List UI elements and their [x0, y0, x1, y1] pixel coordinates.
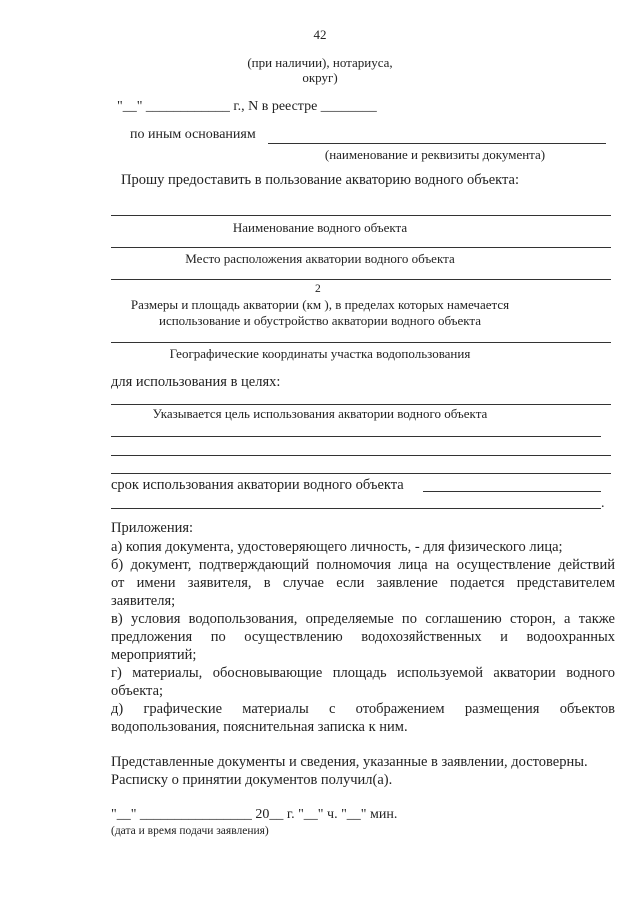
- attachment-v-line1: в) условия водопользования, определяемые по соглашению сторон, а также: [111, 611, 615, 627]
- water-body-name-field[interactable]: [111, 215, 611, 216]
- superscript-two: 2: [315, 283, 321, 295]
- term-label: срок использования акватории водного объекта: [111, 477, 404, 493]
- other-grounds-label: по иным основаниям: [130, 127, 256, 142]
- attachment-v-line3: мероприятий;: [111, 647, 197, 663]
- location-caption: Место расположения акватории водного объекта: [185, 251, 455, 266]
- blank-line-1[interactable]: [111, 436, 601, 437]
- submission-datetime-line: "__" ________________ 20__ г. "__" ч. "__" мин.: [111, 807, 398, 822]
- purpose-field[interactable]: [111, 404, 611, 405]
- coordinates-field[interactable]: [111, 342, 611, 343]
- attachment-b-line1: б) документ, подтверждающий полномочия лица на осуществление действий: [111, 557, 615, 573]
- attachment-g-line1: г) материалы, обосновывающие площадь используемой акватории водного: [111, 665, 615, 681]
- coordinates-caption: Географические координаты участка водопользования: [169, 346, 471, 361]
- attachments-heading: Приложения:: [111, 520, 194, 536]
- blank-line-2[interactable]: [111, 455, 611, 456]
- size-caption-line2: использование и обустройство акватории водного объекта: [158, 313, 481, 328]
- statement-line1: Представленные документы и сведения, указанные в заявлении, достоверны.: [111, 754, 588, 770]
- submission-datetime-caption: (дата и время подачи заявления): [111, 825, 269, 837]
- attachment-v-line2: предложения по осуществлению водохозяйственных и водоохранных: [111, 629, 615, 645]
- purpose-caption: Указывается цель использования акватории водного объекта: [152, 406, 488, 421]
- term-field-continuation[interactable]: [111, 508, 601, 509]
- attachment-g-line2: объекта;: [111, 683, 164, 699]
- attachment-b-line2: от имени заявителя, в случае если заявление подается представителем: [111, 575, 615, 591]
- notary-caption-line2: округ): [302, 70, 338, 85]
- request-heading: Прошу предоставить в пользование акваторию водного объекта:: [120, 172, 520, 188]
- location-field[interactable]: [111, 247, 611, 248]
- term-period: .: [601, 496, 605, 511]
- size-caption-line1: Размеры и площадь акватории (км ), в пределах которых намечается: [130, 297, 510, 312]
- other-grounds-field[interactable]: [268, 143, 606, 144]
- statement-line2: Расписку о принятии документов получил(а).: [111, 772, 393, 788]
- blank-line-3[interactable]: [111, 473, 611, 474]
- purpose-label: для использования в целях:: [111, 374, 281, 390]
- water-body-name-caption: Наименование водного объекта: [232, 220, 408, 235]
- size-field[interactable]: [111, 279, 611, 280]
- page-number: 42: [313, 27, 327, 42]
- attachment-d-line1: д) графические материалы с отображением размещения объектов: [111, 701, 615, 717]
- attachment-d-line2: водопользования, пояснительная записка к ним.: [111, 719, 408, 735]
- notary-caption-line1: (при наличии), нотариуса,: [247, 55, 393, 70]
- registry-line: "__" ____________ г., N в реестре ________: [117, 99, 377, 114]
- term-field[interactable]: [423, 491, 601, 492]
- other-grounds-caption: (наименование и реквизиты документа): [324, 147, 546, 162]
- attachment-b-line3: заявителя;: [111, 593, 176, 609]
- attachment-a: а) копия документа, удостоверяющего личность, - для физического лица;: [111, 539, 563, 555]
